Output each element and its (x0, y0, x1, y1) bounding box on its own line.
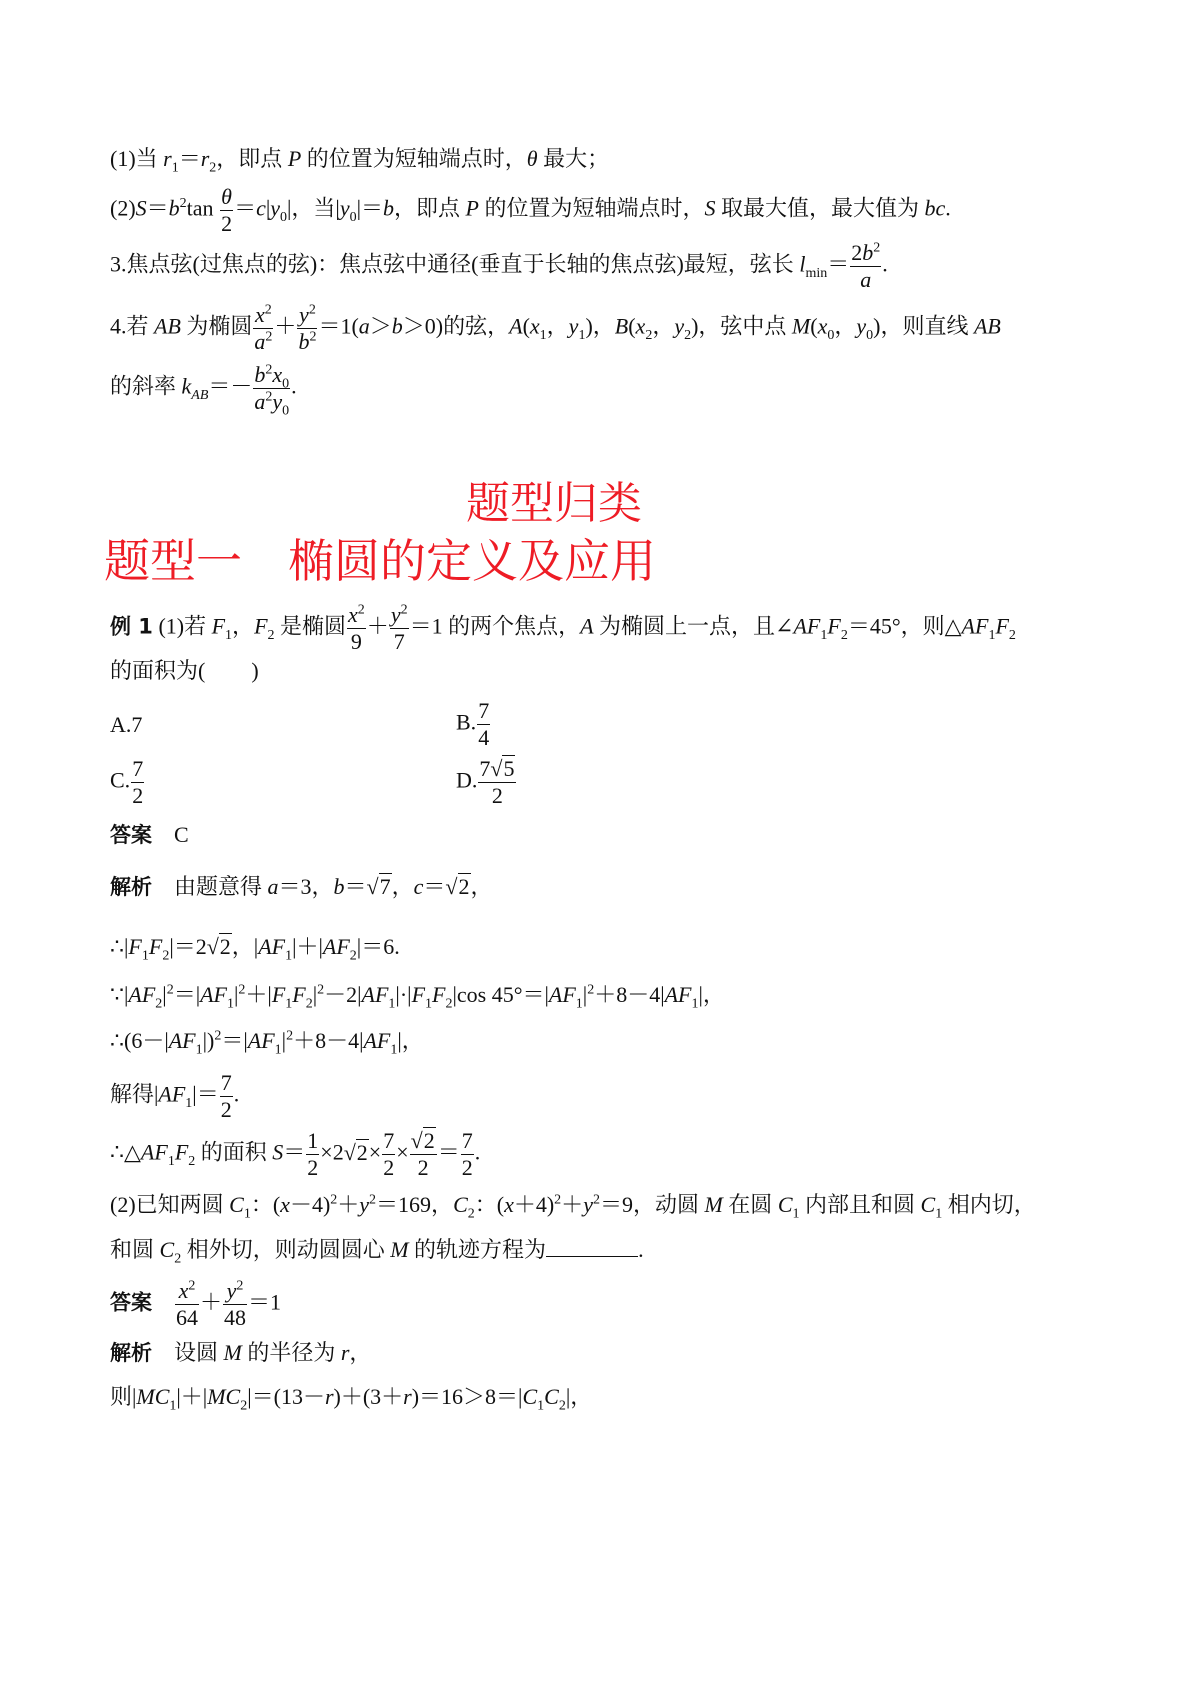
answer-label: 答案 (110, 1290, 152, 1315)
property-line-4-cont: 的斜率 $k_{AB}=-$ $\frac{b^2x_0}{a^2y_0}$ . (110, 362, 297, 419)
analysis-2-line-2: 则$|MC_1|+|MC_2|=(13-r)+(3+r)=16>8=|C_1C_2|$， (110, 1384, 593, 1414)
example-label: 例 1 (110, 614, 153, 639)
analysis-1-line-2: $\therefore|F_1F_2|=2√2$，$|AF_1|+|AF_2|=6$. (110, 934, 400, 964)
answer-2: 答案 $\frac{x^2}{64}$ ＋ $\frac{y^2}{48}$ ＝1 (110, 1278, 282, 1330)
property-line-3: 3.焦点弦(过焦点的弦)：焦点弦中通径(垂直于长轴的焦点弦)最短，弦长 $l_{min}=$ $\frac{2b^2}{a}$ . (110, 240, 888, 292)
option-d: D. $\frac{7√5}{2}$ (456, 756, 515, 808)
answer-1 (110, 824, 189, 846)
answer-blank (546, 1238, 638, 1257)
example-1-question-cont: 的面积为( ) (110, 658, 259, 683)
example-1-part-2-cont: 和圆 $C_2$ 相外切，则动圆圆心 M 的轨迹方程为 . (110, 1237, 644, 1267)
option-a: A.7 (110, 712, 143, 737)
analysis-1-line-3: $\because|AF_2|^2=|AF_1|^2+|F_1F_2|^2-2|AF_1|\cdot|F_1F_2|\cos$ $45^\circ=|AF_1|^2+8-4|AF_1|$， (110, 982, 725, 1012)
example-1-part-2: (2)已知两圆 $C_1$：$(x-4)^2+y^2=169$，$C_2$：$(x+4)^2+y^2=9$，动圆 M 在圆 $C_1$ 内部且和圆 $C_1$ 相内切， (110, 1192, 1036, 1222)
analysis-1-line-5: 解得$|AF_1|=$ $\frac{7}{2}$ . (110, 1070, 240, 1122)
answer-label: 答案 (110, 823, 152, 847)
analysis-1-line-1: 解析 由题意得 a＝3，b＝√7，c＝√2， (110, 874, 493, 899)
analysis-label: 解析 (110, 875, 152, 899)
option-c: C. $\frac{7}{2}$ (110, 756, 144, 808)
analysis-2-line-1: 解析 设圆 M 的半径为 r， (110, 1340, 372, 1365)
property-line-1: (1)当 $r_1=r_2$，即点 P 的位置为短轴端点时，θ 最大； (110, 146, 610, 176)
analysis-label: 解析 (110, 1341, 152, 1365)
option-b: B. $\frac{7}{4}$ (456, 698, 490, 750)
topic-heading: 题型一 椭圆的定义及应用 (104, 534, 656, 588)
analysis-1-line-4: $\therefore(6-|AF_1|)^2=|AF_1|^2+8-4|AF_1|$， (110, 1028, 424, 1058)
property-line-4: 4.若 AB 为椭圆 $\frac{x^2}{a^2}$ ＋ $\frac{y^2}{b^2}$ ＝1(a＞b＞0)的弦，$A(x_1$，$y_1$)，$B(x_2$，$y_2$)，弦中点 $M(x_0$，$y_0$)，则直线 AB (110, 302, 1001, 354)
answer-value: C (174, 822, 189, 847)
analysis-1-line-6: $\therefore\triangle AF_1F_2$ 的面积 S＝ $\frac{1}{2}$ ×2√2× $\frac{7}{2}$ × $\frac{√2}{2}$ ＝ $\frac{7}{2}$ . (110, 1128, 481, 1180)
section-heading: 题型归类 (466, 478, 642, 529)
property-line-2: $(2)S=b^2\tan$ $\frac{\theta}{2}$ $=c|y_0|$，当$|y_0|=b$，即点 P 的位置为短轴端点时，S 取最大值，最大值为 bc. (110, 184, 951, 236)
example-1-question: 例 1 (1)若 $F_1$，$F_2$ 是椭圆 $\frac{x^2}{9}$ ＋ $\frac{y^2}{7}$ ＝1 的两个焦点，A 为椭圆上一点，且$\angle AF_1F_2=45^\circ$，则$\triangle AF_1F_2$ (110, 602, 1016, 654)
